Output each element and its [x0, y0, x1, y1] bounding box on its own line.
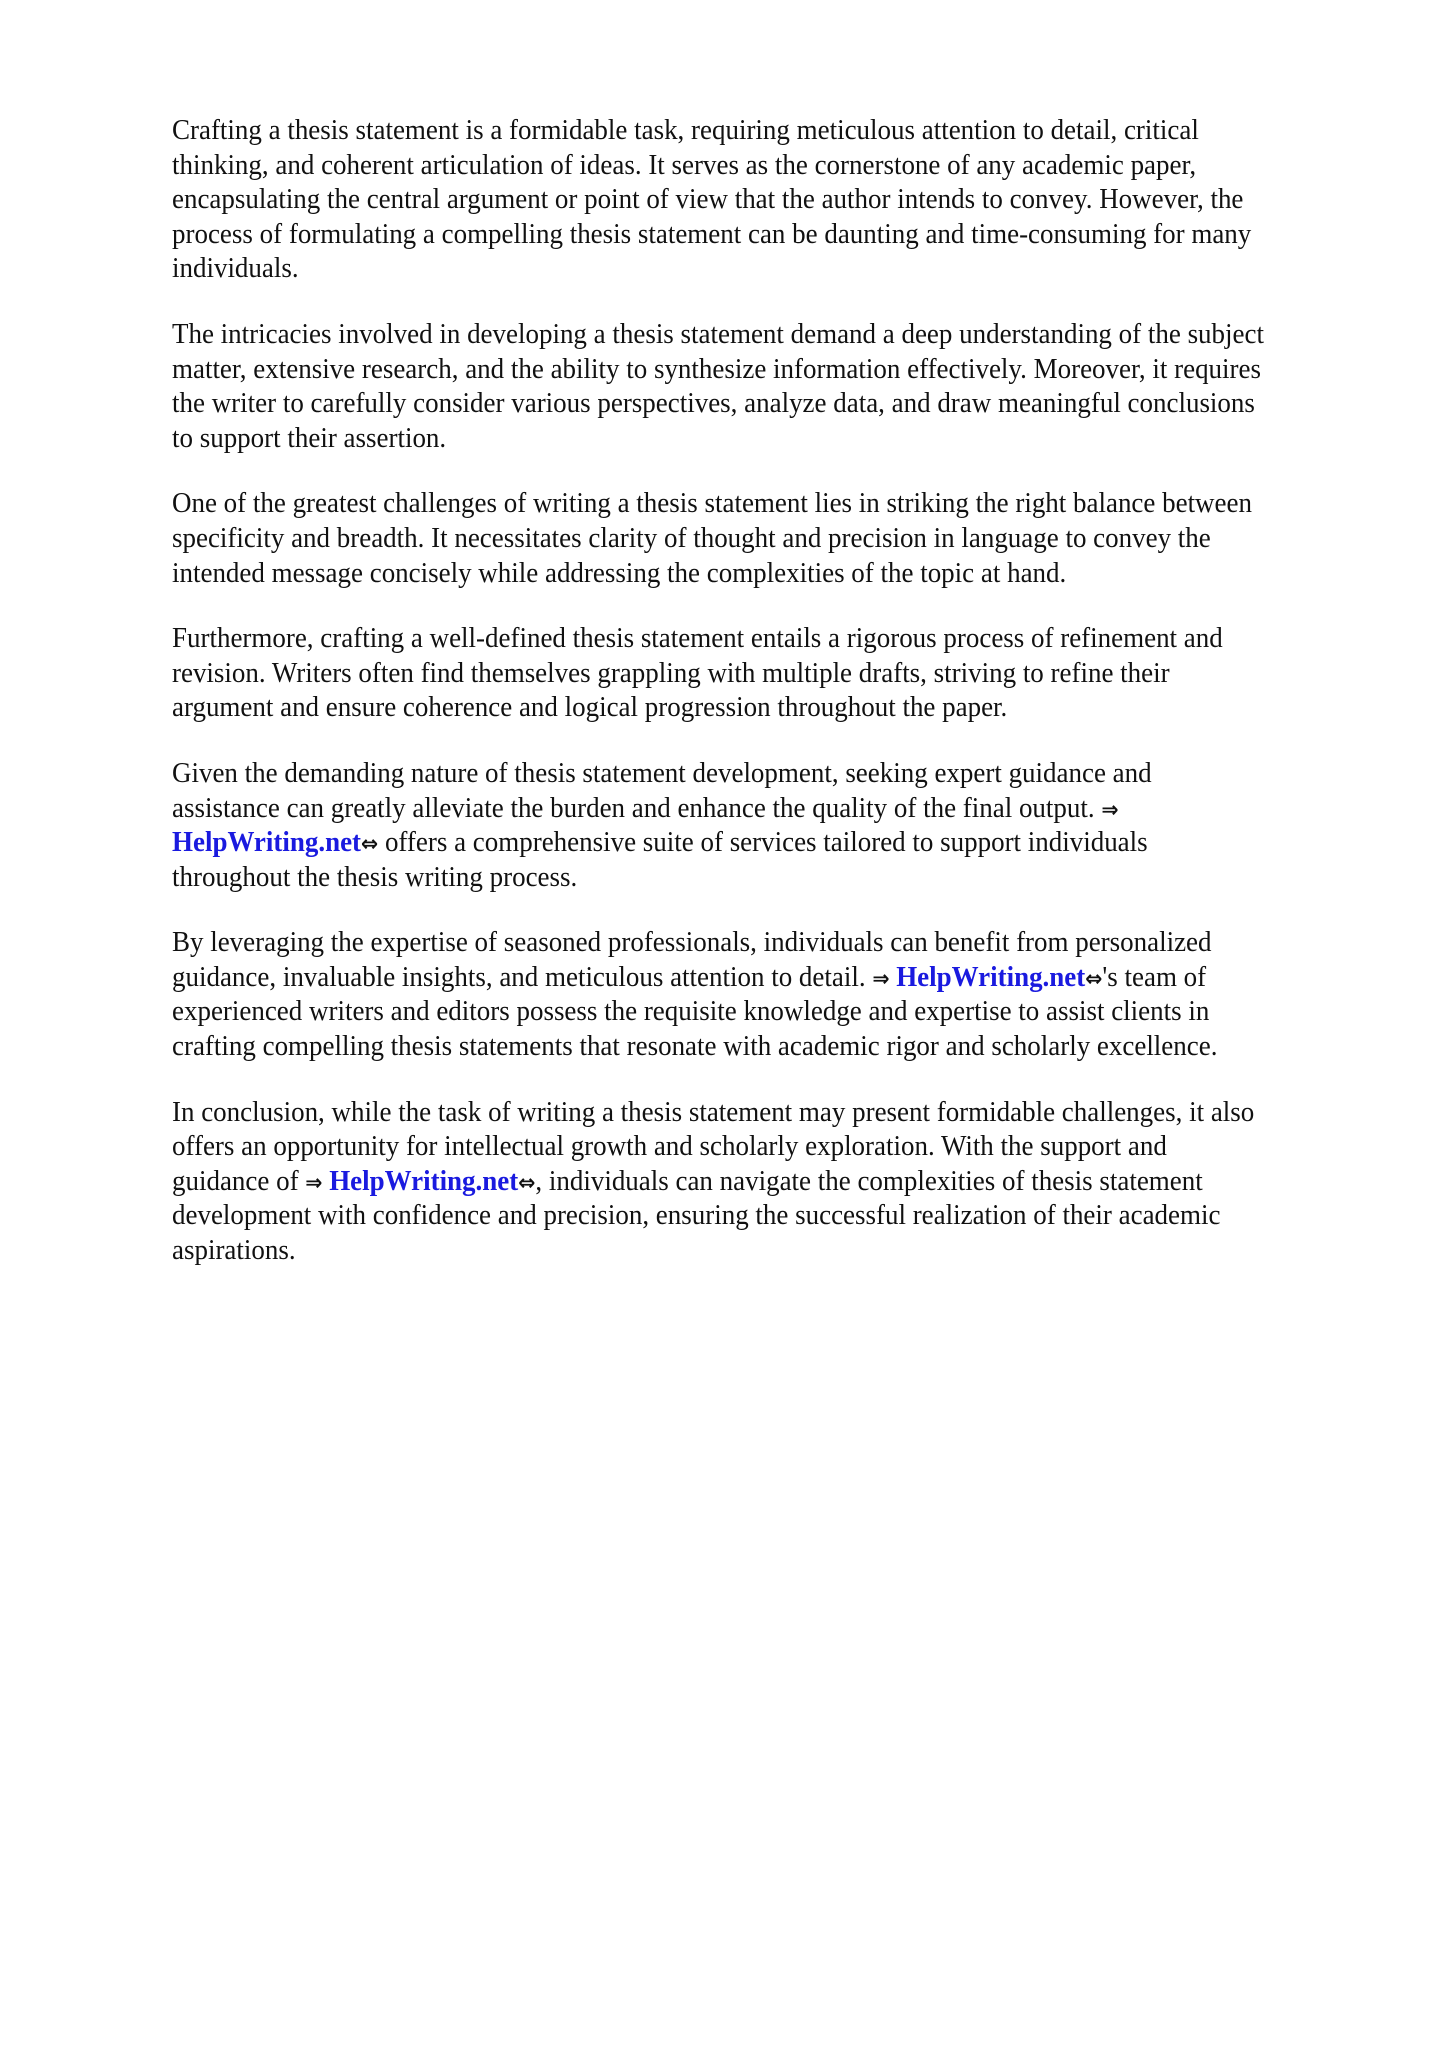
paragraph — [172, 113, 1372, 286]
text-segment: guidance, invaluable insights, and meticulous attention to detail. — [172, 960, 873, 993]
text-segment: One of the greatest challenges of writing a thesis statement lies in striking the right balance between — [172, 487, 1252, 520]
text-segment: assistance can greatly alleviate the burden and enhance the quality of the final output. — [172, 791, 1102, 824]
text-segment: crafting compelling thesis statements that resonate with academic rigor and scholarly excellence. — [172, 1030, 1218, 1063]
text-segment: Given the demanding nature of thesis statement development, seeking expert guidance and — [172, 756, 1152, 789]
text-segment: Crafting a thesis statement is a formidable task, requiring meticulous attention to detail, critical — [172, 114, 1199, 146]
text-segment: 's team of — [1102, 960, 1207, 993]
text-line — [172, 182, 1288, 217]
text-line — [172, 1233, 1288, 1268]
text-segment: process of formulating a compelling thesis statement can be daunting and time-consuming for many — [172, 217, 1252, 250]
text-line — [172, 960, 1288, 995]
text-line — [172, 148, 1288, 183]
text-line — [172, 656, 1288, 691]
text-segment: experienced writers and editors possess the requisite knowledge and expertise to assist clients in — [172, 995, 1210, 1028]
paragraph — [172, 317, 1372, 455]
text-line — [172, 1129, 1288, 1164]
right-arrow-icon: ⇒ — [1101, 797, 1119, 823]
text-segment: offers a comprehensive suite of services tailored to support individuals — [378, 826, 1148, 859]
text-line — [172, 994, 1288, 1029]
text-segment: , individuals can navigate the complexities of thesis statement — [535, 1164, 1203, 1197]
text-segment: specificity and breadth. It necessitates clarity of thought and precision in language to convey the — [172, 521, 1211, 554]
paragraph — [172, 925, 1372, 1063]
text-segment: In conclusion, while the task of writing a thesis statement may present formidable challenges, it also — [172, 1095, 1255, 1128]
text-line — [172, 1198, 1288, 1233]
paragraph — [172, 1095, 1372, 1268]
text-segment: to support their assertion. — [172, 421, 447, 454]
text-line — [172, 217, 1288, 252]
text-line — [172, 825, 1288, 860]
text-segment: Furthermore, crafting a well-defined thesis statement entails a rigorous process of refinement and — [172, 622, 1223, 655]
text-segment: By leveraging the expertise of seasoned professionals, individuals can benefit from personalized — [172, 926, 1212, 959]
text-segment: offers an opportunity for intellectual growth and scholarly exploration. With the support and — [172, 1130, 1167, 1163]
text-line — [172, 486, 1288, 521]
text-line — [172, 621, 1288, 656]
paragraph — [172, 756, 1372, 894]
text-segment: the writer to carefully consider various perspectives, analyze data, and draw meaningful conclusions — [172, 387, 1255, 420]
text-segment: intended message concisely while addressing the complexities of the topic at hand. — [172, 556, 1067, 589]
paragraph — [172, 486, 1372, 590]
paragraph — [172, 621, 1372, 725]
helpwriting-link[interactable]: HelpWriting.net — [329, 1164, 519, 1197]
text-segment: individuals. — [172, 252, 299, 285]
text-line — [172, 756, 1288, 791]
right-arrow-icon: ⇒ — [305, 1170, 323, 1196]
helpwriting-link[interactable]: HelpWriting.net — [896, 960, 1086, 993]
text-line — [172, 690, 1288, 725]
text-line — [172, 791, 1288, 826]
text-segment: guidance of — [172, 1164, 306, 1197]
text-segment: thinking, and coherent articulation of ideas. It serves as the cornerstone of any academic paper, — [172, 148, 1197, 181]
text-line — [172, 421, 1288, 456]
double-arrow-icon: ⇔ — [361, 832, 379, 858]
right-arrow-icon: ⇒ — [872, 966, 890, 992]
text-line — [172, 1029, 1288, 1064]
double-arrow-icon: ⇔ — [518, 1170, 536, 1196]
text-line — [172, 1095, 1288, 1130]
text-segment: throughout the thesis writing process. — [172, 860, 578, 893]
text-line — [172, 113, 1288, 148]
text-segment: argument and ensure coherence and logical progression throughout the paper. — [172, 691, 1008, 724]
text-segment: encapsulating the central argument or point of view that the author intends to convey. However, the — [172, 183, 1244, 216]
text-segment: matter, extensive research, and the ability to synthesize information effectively. Moreover, it requires — [172, 352, 1261, 385]
text-segment: revision. Writers often find themselves grappling with multiple drafts, striving to refine their — [172, 656, 1170, 689]
text-segment — [889, 961, 896, 993]
text-segment: development with confidence and precision, ensuring the successful realization of their academic — [172, 1199, 1221, 1232]
text-line — [172, 317, 1288, 352]
text-line — [172, 556, 1288, 591]
text-line — [172, 1164, 1288, 1199]
document-body — [172, 113, 1372, 1299]
text-line — [172, 860, 1288, 895]
text-line — [172, 251, 1288, 286]
helpwriting-link[interactable]: HelpWriting.net — [172, 826, 362, 859]
text-segment: aspirations. — [172, 1234, 296, 1267]
text-line — [172, 386, 1288, 421]
text-line — [172, 925, 1288, 960]
double-arrow-icon: ⇔ — [1085, 966, 1103, 992]
text-line — [172, 352, 1288, 387]
text-line — [172, 521, 1288, 556]
text-segment: The intricacies involved in developing a thesis statement demand a deep understanding of the subject — [172, 317, 1264, 350]
